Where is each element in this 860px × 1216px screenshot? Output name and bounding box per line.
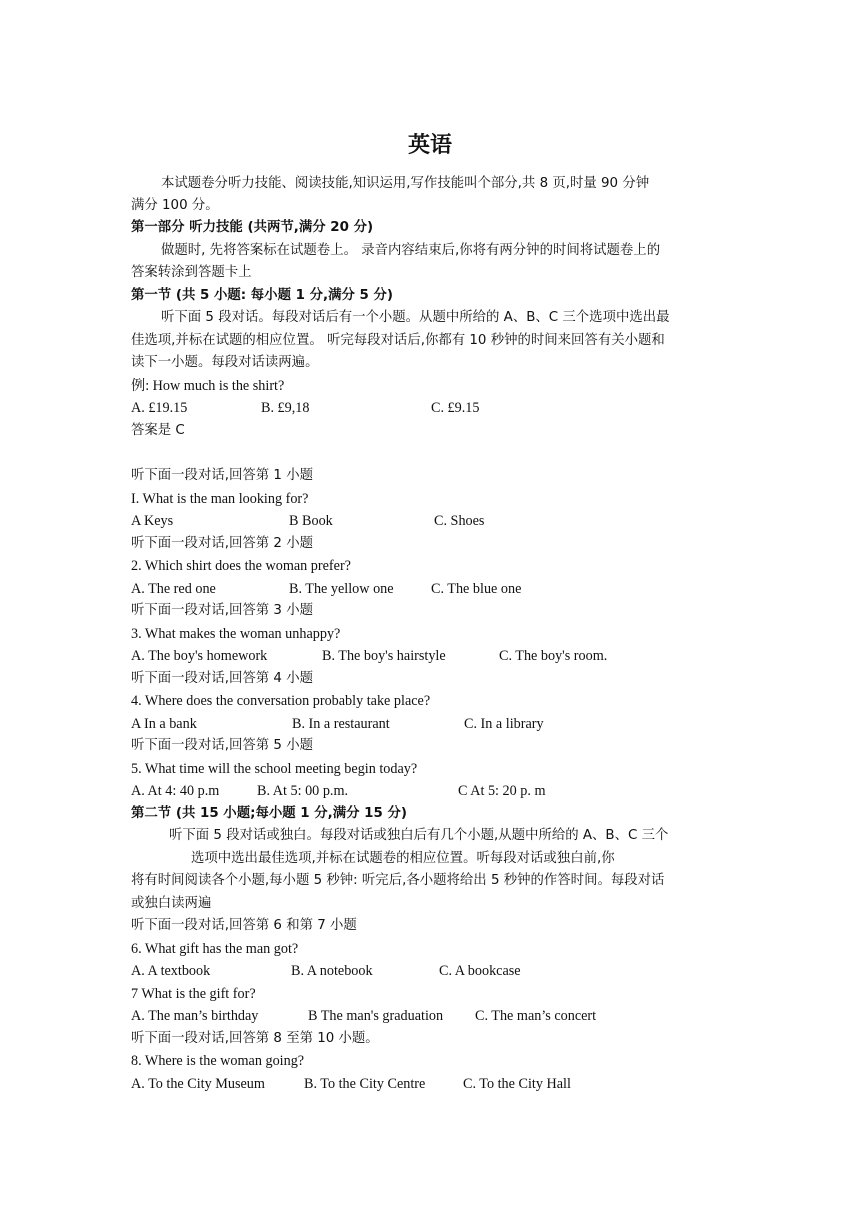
- section1-instruction-3: 读下一小题。每段对话读两遍。: [131, 355, 319, 370]
- section1-instruction-1: 听下面 5 段对话。每段对话后有一个小题。从题中所给的 A、B、C 三个选项中选出最: [161, 310, 670, 325]
- question-prompt: 听下面一段对话,回答第 6 和第 7 小题: [131, 918, 357, 933]
- question-text: 6. What gift has the man got?: [131, 941, 299, 957]
- option-a: A Keys: [131, 513, 174, 529]
- option-c: C. A bookcase: [439, 963, 521, 979]
- question-prompt: 听下面一段对话,回答第 2 小题: [131, 536, 313, 551]
- example-question: 例: How much is the shirt?: [131, 378, 285, 394]
- option-c: C. The blue one: [431, 581, 522, 597]
- option-a: A. The red one: [131, 581, 216, 597]
- option-c: C At 5: 20 p. m: [458, 783, 546, 799]
- section2-instruction-1: 听下面 5 段对话或独白。每段对话或独白后有几个小题,从题中所给的 A、B、C 三个: [169, 828, 669, 843]
- section1-heading: 第一节 (共 5 小题: 每小题 1 分,满分 5 分): [131, 288, 394, 303]
- section2-instruction-3: 将有时间阅读各个小题,每小题 5 秒钟: 听完后,各小题将给出 5 秒钟的作答时间。每段对话: [131, 873, 665, 888]
- option-a: A. The man’s birthday: [131, 1008, 259, 1024]
- section1-instruction-2: 佳选项,并标在试题的相应位置。 听完每段对话后,你都有 10 秒钟的时间来回答有关小题和: [131, 333, 665, 348]
- example-option-c: C. £9.15: [431, 400, 480, 416]
- question-text: 2. Which shirt does the woman prefer?: [131, 558, 351, 574]
- option-b: B Book: [289, 513, 333, 529]
- option-c: C. The boy's room.: [499, 648, 608, 664]
- option-a: A. The boy's homework: [131, 648, 268, 664]
- option-a: A In a bank: [131, 716, 197, 732]
- option-a: A. To the City Museum: [131, 1076, 265, 1092]
- question-text: I. What is the man looking for?: [131, 491, 309, 507]
- option-b: B. The yellow one: [289, 581, 394, 597]
- question-prompt: 听下面一段对话,回答第 5 小题: [131, 738, 313, 753]
- option-a: A. A textbook: [131, 963, 211, 979]
- question-text: 4. Where does the conversation probably take place?: [131, 693, 431, 709]
- option-a: A. At 4: 40 p.m: [131, 783, 220, 799]
- question-text: 7 What is the gift for?: [131, 986, 256, 1002]
- question-text: 8. Where is the woman going?: [131, 1053, 305, 1069]
- option-c: C. In a library: [464, 716, 544, 732]
- part1-instruction-2: 答案转涂到答题卡上: [131, 265, 252, 280]
- question-prompt: 听下面一段对话,回答第 4 小题: [131, 671, 313, 686]
- option-b: B. To the City Centre: [304, 1076, 426, 1092]
- question-text: 5. What time will the school meeting begin today?: [131, 761, 418, 777]
- intro-line-2: 满分 100 分。: [131, 198, 219, 213]
- option-b: B The man's graduation: [308, 1008, 444, 1024]
- section2-instruction-4: 或独白读两遍: [131, 896, 212, 911]
- option-b: B. At 5: 00 p.m.: [257, 783, 349, 799]
- example-option-a: A. £19.15: [131, 400, 188, 416]
- option-b: B. The boy's hairstyle: [322, 648, 446, 664]
- part1-heading: 第一部分 听力技能 (共两节,满分 20 分): [131, 220, 374, 235]
- section2-instruction-2: 选项中选出最佳选项,并标在试题卷的相应位置。听每段对话或独白前,你: [191, 851, 615, 866]
- question-prompt: 听下面一段对话,回答第 3 小题: [131, 603, 313, 618]
- intro-line-1: 本试题卷分听力技能、阅读技能,知识运用,写作技能叫个部分,共 8 页,时量 90 分钟: [161, 176, 650, 191]
- option-b: B. In a restaurant: [292, 716, 390, 732]
- option-c: C. The man’s concert: [475, 1008, 597, 1024]
- option-c: C. To the City Hall: [463, 1076, 571, 1092]
- part1-instruction-1: 做题时, 先将答案标在试题卷上。 录音内容结束后,你将有两分钟的时间将试题卷上的: [161, 243, 661, 258]
- question-prompt: 听下面一段对话,回答第 1 小题: [131, 468, 313, 483]
- option-c: C. Shoes: [434, 513, 485, 529]
- section2-heading: 第二节 (共 15 小题;每小题 1 分,满分 15 分): [131, 806, 407, 821]
- question-text: 3. What makes the woman unhappy?: [131, 626, 341, 642]
- page-title: 英语: [407, 133, 452, 158]
- example-option-b: B. £9,18: [261, 400, 310, 416]
- option-b: B. A notebook: [291, 963, 373, 979]
- question-prompt: 听下面一段对话,回答第 8 至第 10 小题。: [131, 1031, 379, 1046]
- example-answer: 答案是 C: [131, 423, 185, 438]
